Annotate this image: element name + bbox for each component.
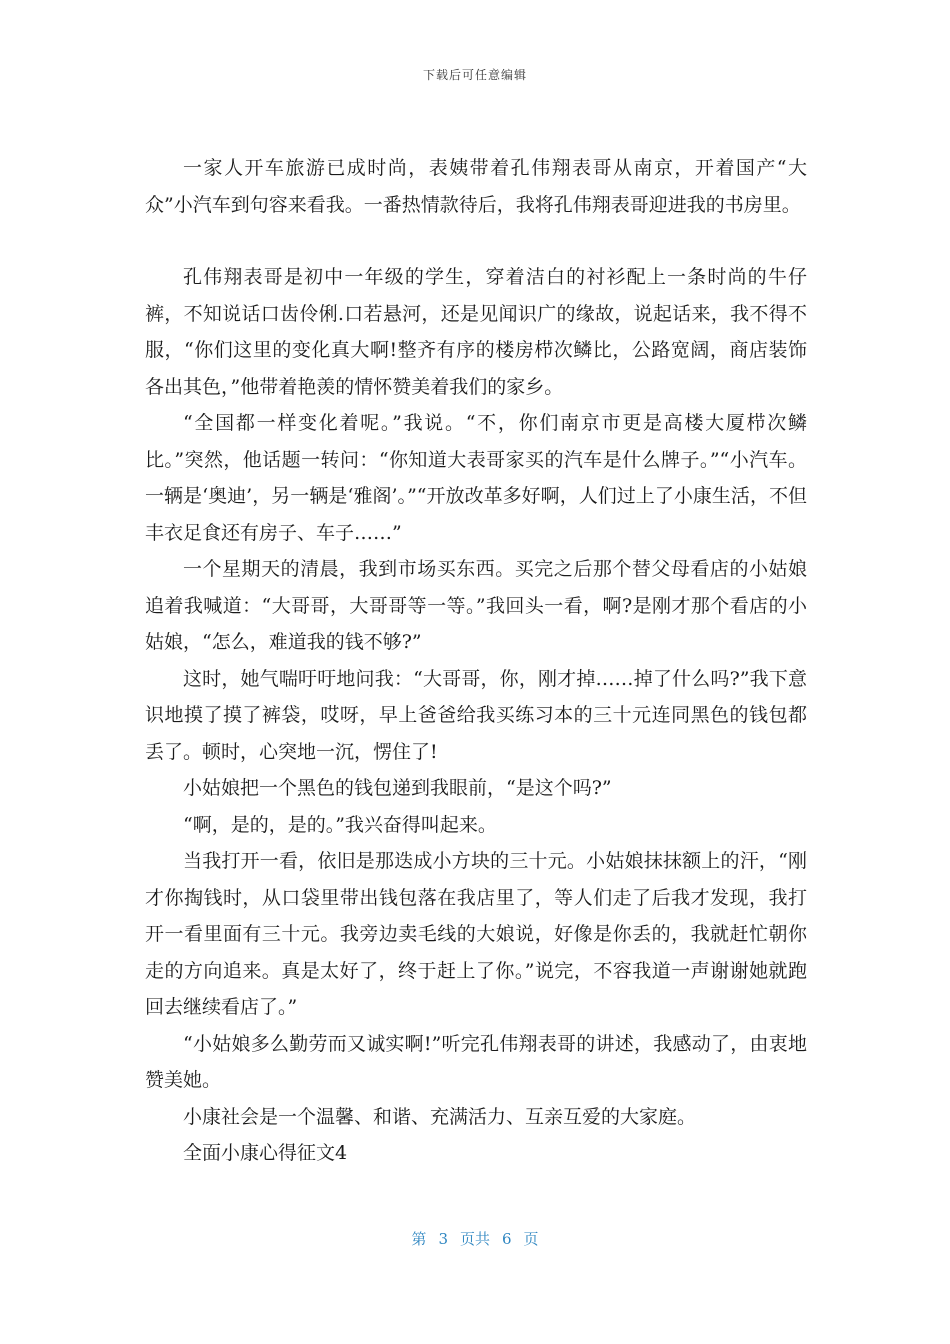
paragraph-4: 一个星期天的清晨，我到市场买东西。买完之后那个替父母看店的小姑娘追着我喊道：“大哥哥，大哥哥等一等。”我回头一看，啊?是刚才那个看店的小姑娘，“怎么，难道我的钱不够?”	[145, 558, 807, 653]
paragraph-1: 一家人开车旅游已成时尚，表姨带着孔伟翔表哥从南京，开着国产“大众”小汽车到句容来看我。一番热情款待后，我将孔伟翔表哥迎进我的书房里。	[145, 157, 807, 216]
footer-page-total: 6	[502, 1230, 512, 1248]
paragraph-5: 这时，她气喘吁吁地问我：“大哥哥，你，刚才掉……掉了什么吗?”我下意识地摸了摸了裤袋，哎呀，早上爸爸给我买练习本的三十元连同黑色的钱包都丢了。顿时，心突地一沉，愣住了!	[145, 667, 807, 763]
page-header: 下载后可任意编辑	[422, 68, 527, 82]
footer-suffix: 页	[523, 1230, 539, 1248]
paragraph-7: “啊，是的，是的。”我兴奋得叫起来。	[183, 813, 497, 836]
paragraph-3: “全国都一样变化着呢。”我说。“不，你们南京市更是高楼大厦栉次鳞比。”突然，他话题一转问：“你知道大表哥家买的汽车是什么牌子。”“小汽车。一辆是‘奥迪’，另一辆是‘雅阁’。”“开放改革多好啊，人们过上了小康生活，不但丰衣足食还有房子、车子……”	[145, 412, 807, 544]
paragraph-9: “小姑娘多么勤劳而又诚实啊!”听完孔伟翔表哥的讲述，我感动了，由衷地赞美她。	[145, 1032, 807, 1091]
document-body	[145, 150, 807, 1172]
paragraph-8: 当我打开一看，依旧是那迭成小方块的三十元。小姑娘抹抹额上的汗，“刚才你掏钱时，从口袋里带出钱包落在我店里了，等人们走了后我才发现，我打开一看里面有三十元。我旁边卖毛线的大娘说，好像是你丢的，我就赶忙朝你走的方向追来。真是太好了，终于赶上了你。”说完，不容我道一声谢谢她就跑回去继续看店了。”	[145, 850, 807, 1018]
paragraph-2: 孔伟翔表哥是初中一年级的学生，穿着洁白的衬衫配上一条时尚的牛仔裤，不知说话口齿伶俐.口若悬河，还是见闻识广的缘故，说起话来，我不得不服，“你们这里的变化真大啊!整齐有序的楼房栉次鳞比，公路宽阔，商店装饰各出其色，”他带着艳羡的情怀赞美着我们的家乡。	[145, 266, 807, 398]
section-heading: 全面小康心得征文4	[183, 1142, 348, 1164]
page-footer	[0, 1228, 950, 1249]
paragraph-10: 小康社会是一个温馨、和谐、充满活力、互亲互爱的大家庭。	[183, 1105, 697, 1128]
footer-middle: 页共	[459, 1230, 490, 1248]
paragraph-6: 小姑娘把一个黑色的钱包递到我眼前，“是这个吗?”	[183, 777, 612, 799]
footer-page-current: 3	[438, 1230, 448, 1248]
footer-prefix: 第	[411, 1230, 427, 1248]
